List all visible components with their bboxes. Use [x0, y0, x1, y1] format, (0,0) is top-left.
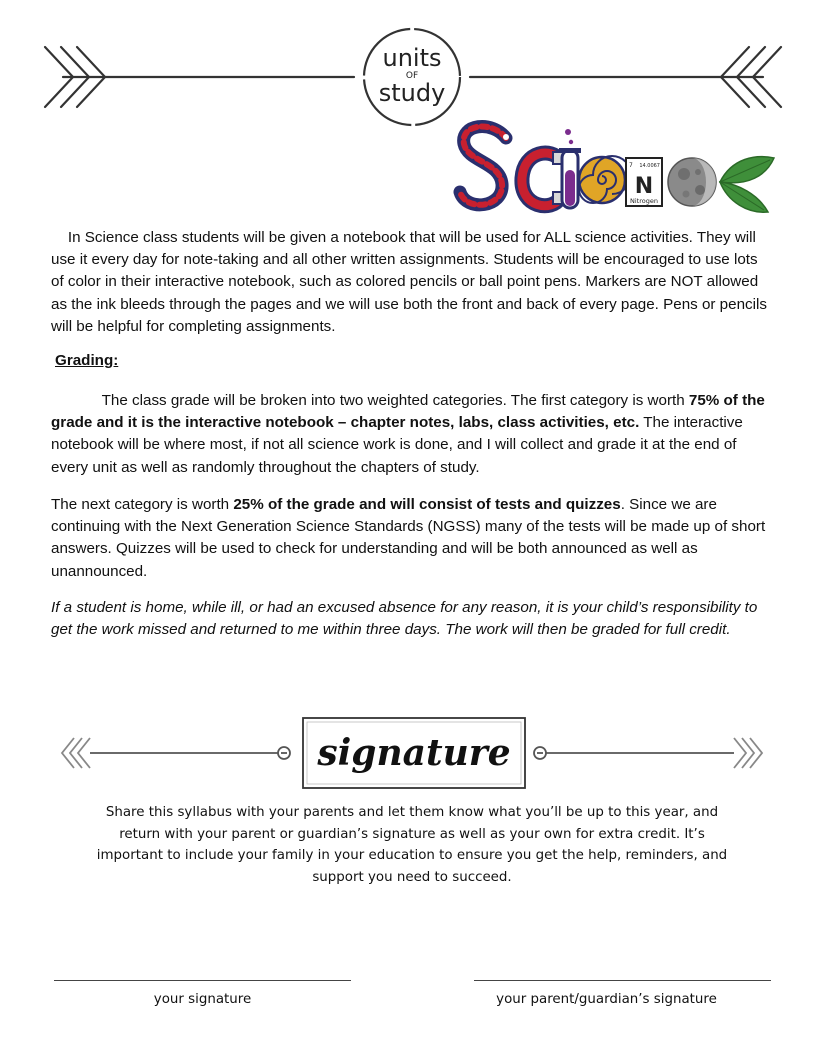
- header-banner: [0, 0, 816, 130]
- grading-heading: Grading:: [55, 352, 119, 369]
- magnet-c-icon: [522, 152, 565, 206]
- leaves-e-icon: [720, 157, 774, 213]
- signature-title: signature: [317, 732, 511, 774]
- badge-line-of: OF: [405, 71, 419, 81]
- element-number: 7: [629, 162, 633, 169]
- grading-p1-text-b: The interactive notebook will be where most, if not all science work is done, and I will collect and grade it at the end of every unit as well as randomly throughout the chapters of study.: [51, 414, 743, 476]
- grading-paragraph-1: [51, 390, 769, 479]
- shell-e-icon: [579, 156, 631, 203]
- grading-p2-text-b: . Since we are continuing with the Next Generation Science Standards (NGSS) many of the tests will be made up of short answers. Quizzes will be used to check for understanding and will be both announced as well as unannounced.: [51, 496, 766, 580]
- nitrogen-element-icon: [626, 158, 662, 206]
- grading-paragraph-2: [51, 494, 769, 583]
- signature-banner: [0, 700, 816, 800]
- badge-line-units: units: [382, 44, 442, 72]
- science-logo: [452, 118, 776, 222]
- element-mass: 14.0067: [639, 163, 660, 169]
- parent-signature-label: your parent/guardian’s signature: [496, 992, 717, 1007]
- grading-p2-text-a: The next category is worth: [51, 496, 234, 513]
- signature-title-box: [303, 718, 525, 788]
- right-arrow-icon: [470, 47, 781, 107]
- intro-text: In Science class students will be given a notebook that will be used for ALL science activities. They will use it every day for note-taking and all other written assignments. Students will be encouraged to use lots of color in their interactive notebook, such as colored pencils or ball point pens. Markers are NOT allowed as the ink bleeds through the pages and we will use both the front and back of every page. Pens or pencils will be helpful for completing assignments.: [51, 229, 767, 335]
- grading-p1-text-a: The class grade will be broken into two weighted categories. The first category is worth: [101, 392, 689, 409]
- grading-p2-bold: 25% of the grade and will consist of tests and quizzes: [233, 496, 621, 513]
- grading-p1-bold: 75% of the grade and it is the interactive notebook – chapter notes, labs, class activities, etc.: [51, 392, 765, 432]
- element-name: Nitrogen: [630, 197, 658, 205]
- student-signature-line[interactable]: [54, 980, 351, 981]
- right-chevrons-icon: [534, 738, 762, 768]
- intro-paragraph: [51, 227, 769, 338]
- left-arrow-icon: [45, 47, 354, 107]
- absence-note: If a student is home, while ill, or had an excused absence for any reason, it is your child’s responsibility to get the work missed and returned to me within three days. The work will then be graded for full credit.: [51, 599, 758, 639]
- units-of-study-badge: [364, 29, 460, 125]
- badge-line-study: study: [378, 79, 446, 107]
- element-symbol: N: [634, 174, 654, 199]
- left-chevrons-icon: [62, 738, 290, 768]
- parent-signature-line[interactable]: [474, 980, 771, 981]
- moon-c-icon: [668, 158, 716, 206]
- signature-instructions: Share this syllabus with your parents and let them know what you’ll be up to this year, and return with your parent or guardian’s signature as well as your own for extra credit. It’s important to include your family in your education to ensure you get the help, reminders, and support you need to succeed.: [96, 805, 728, 885]
- test-tube-i-icon: [559, 129, 581, 208]
- student-signature-label: your signature: [153, 992, 252, 1007]
- snake-s-icon: [460, 127, 509, 205]
